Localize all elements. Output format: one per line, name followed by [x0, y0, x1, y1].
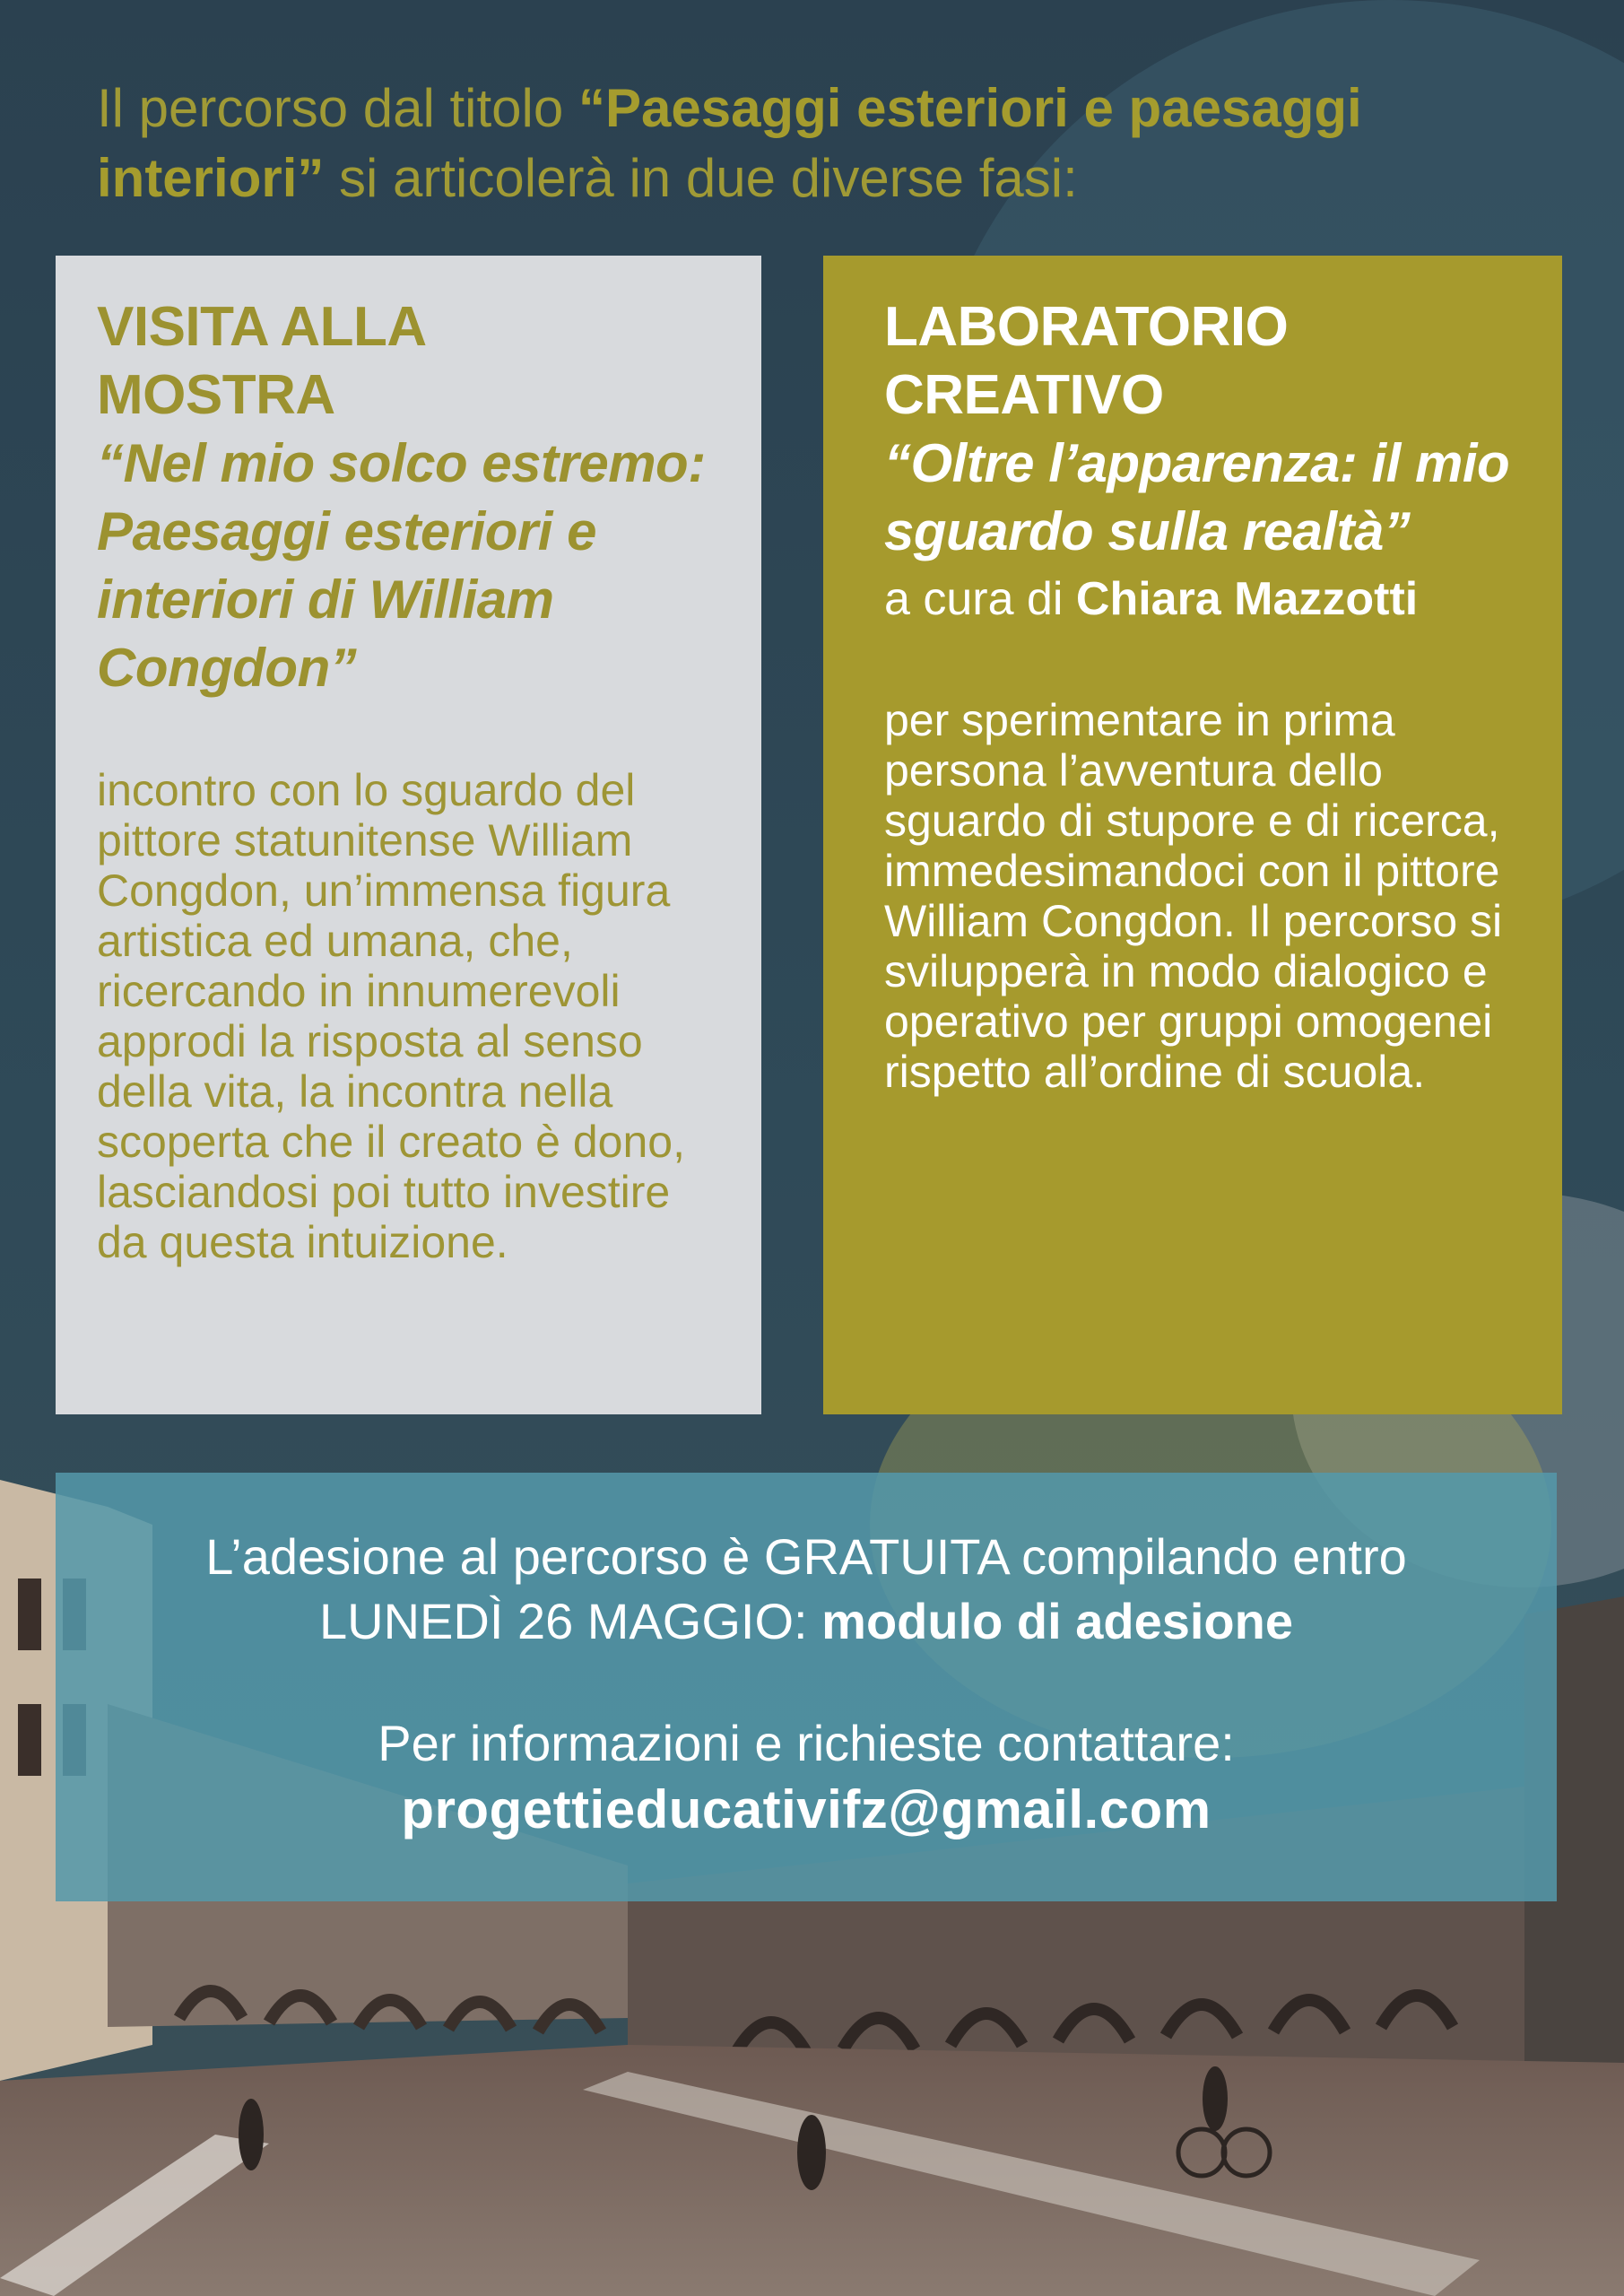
exhibition-visit-card [56, 256, 761, 1414]
registration-form-link[interactable]: modulo di adesione [821, 1593, 1293, 1649]
exhibition-heading-line2: MOSTRA [97, 364, 335, 426]
registration-line1 [56, 1525, 1557, 1589]
contact-email-link[interactable]: progettieducativifz@gmail.com [401, 1779, 1211, 1839]
workshop-heading [884, 293, 1521, 430]
exhibition-description: incontro con lo sguardo del pittore statunitense William Congdon, un’immensa figura artistica ed umana, che, ricercando in innumerevoli approdi la risposta al senso della vita, la incontra nella scoperta che il creato è dono, lasciandosi poi tutto investire da questa intuizione. [97, 765, 685, 1267]
intro-pre: Il percorso dal titolo [97, 78, 578, 138]
registration-panel [56, 1473, 1557, 1901]
workshop-card [823, 256, 1562, 1414]
registration-line1-pre: L’adesione al percorso è [205, 1528, 764, 1585]
intro-text [97, 74, 1585, 213]
exhibition-subtitle: “Nel mio solco estremo: Paesaggi esteriori e interiori di William Congdon” [97, 433, 706, 698]
exhibition-heading [97, 293, 720, 430]
deadline-text: LUNEDÌ 26 MAGGIO: [319, 1593, 822, 1649]
free-label: GRATUITA [763, 1528, 1008, 1585]
contact-info: Per informazioni e richieste contattare: [378, 1715, 1235, 1771]
exhibition-heading-line1: VISITA ALLA [97, 296, 427, 358]
curator-prefix: a cura di [884, 573, 1076, 625]
registration-line1-post: compilando entro [1007, 1528, 1407, 1585]
workshop-curator [884, 566, 1521, 632]
workshop-description: per sperimentare in prima persona l’avventura dello sguardo di stupore e di ricerca, immedesimandoci con il pittore William Congdon. Il percorso si svilupperà in modo dialogico e operativo per gruppi omogenei rispetto all’ordine di scuola. [884, 695, 1503, 1097]
intro-title: “Paesaggi esteriori e paesaggi interiori” [97, 78, 1362, 208]
registration-line2 [56, 1589, 1557, 1654]
workshop-heading-line2: CREATIVO [884, 364, 1164, 426]
workshop-subtitle: “Oltre l’apparenza: il mio sguardo sulla realtà” [884, 433, 1510, 561]
curator-name: Chiara Mazzotti [1075, 573, 1419, 625]
workshop-heading-line1: LABORATORIO [884, 296, 1289, 358]
intro-post: si articolerà in due diverse fasi: [324, 148, 1078, 208]
